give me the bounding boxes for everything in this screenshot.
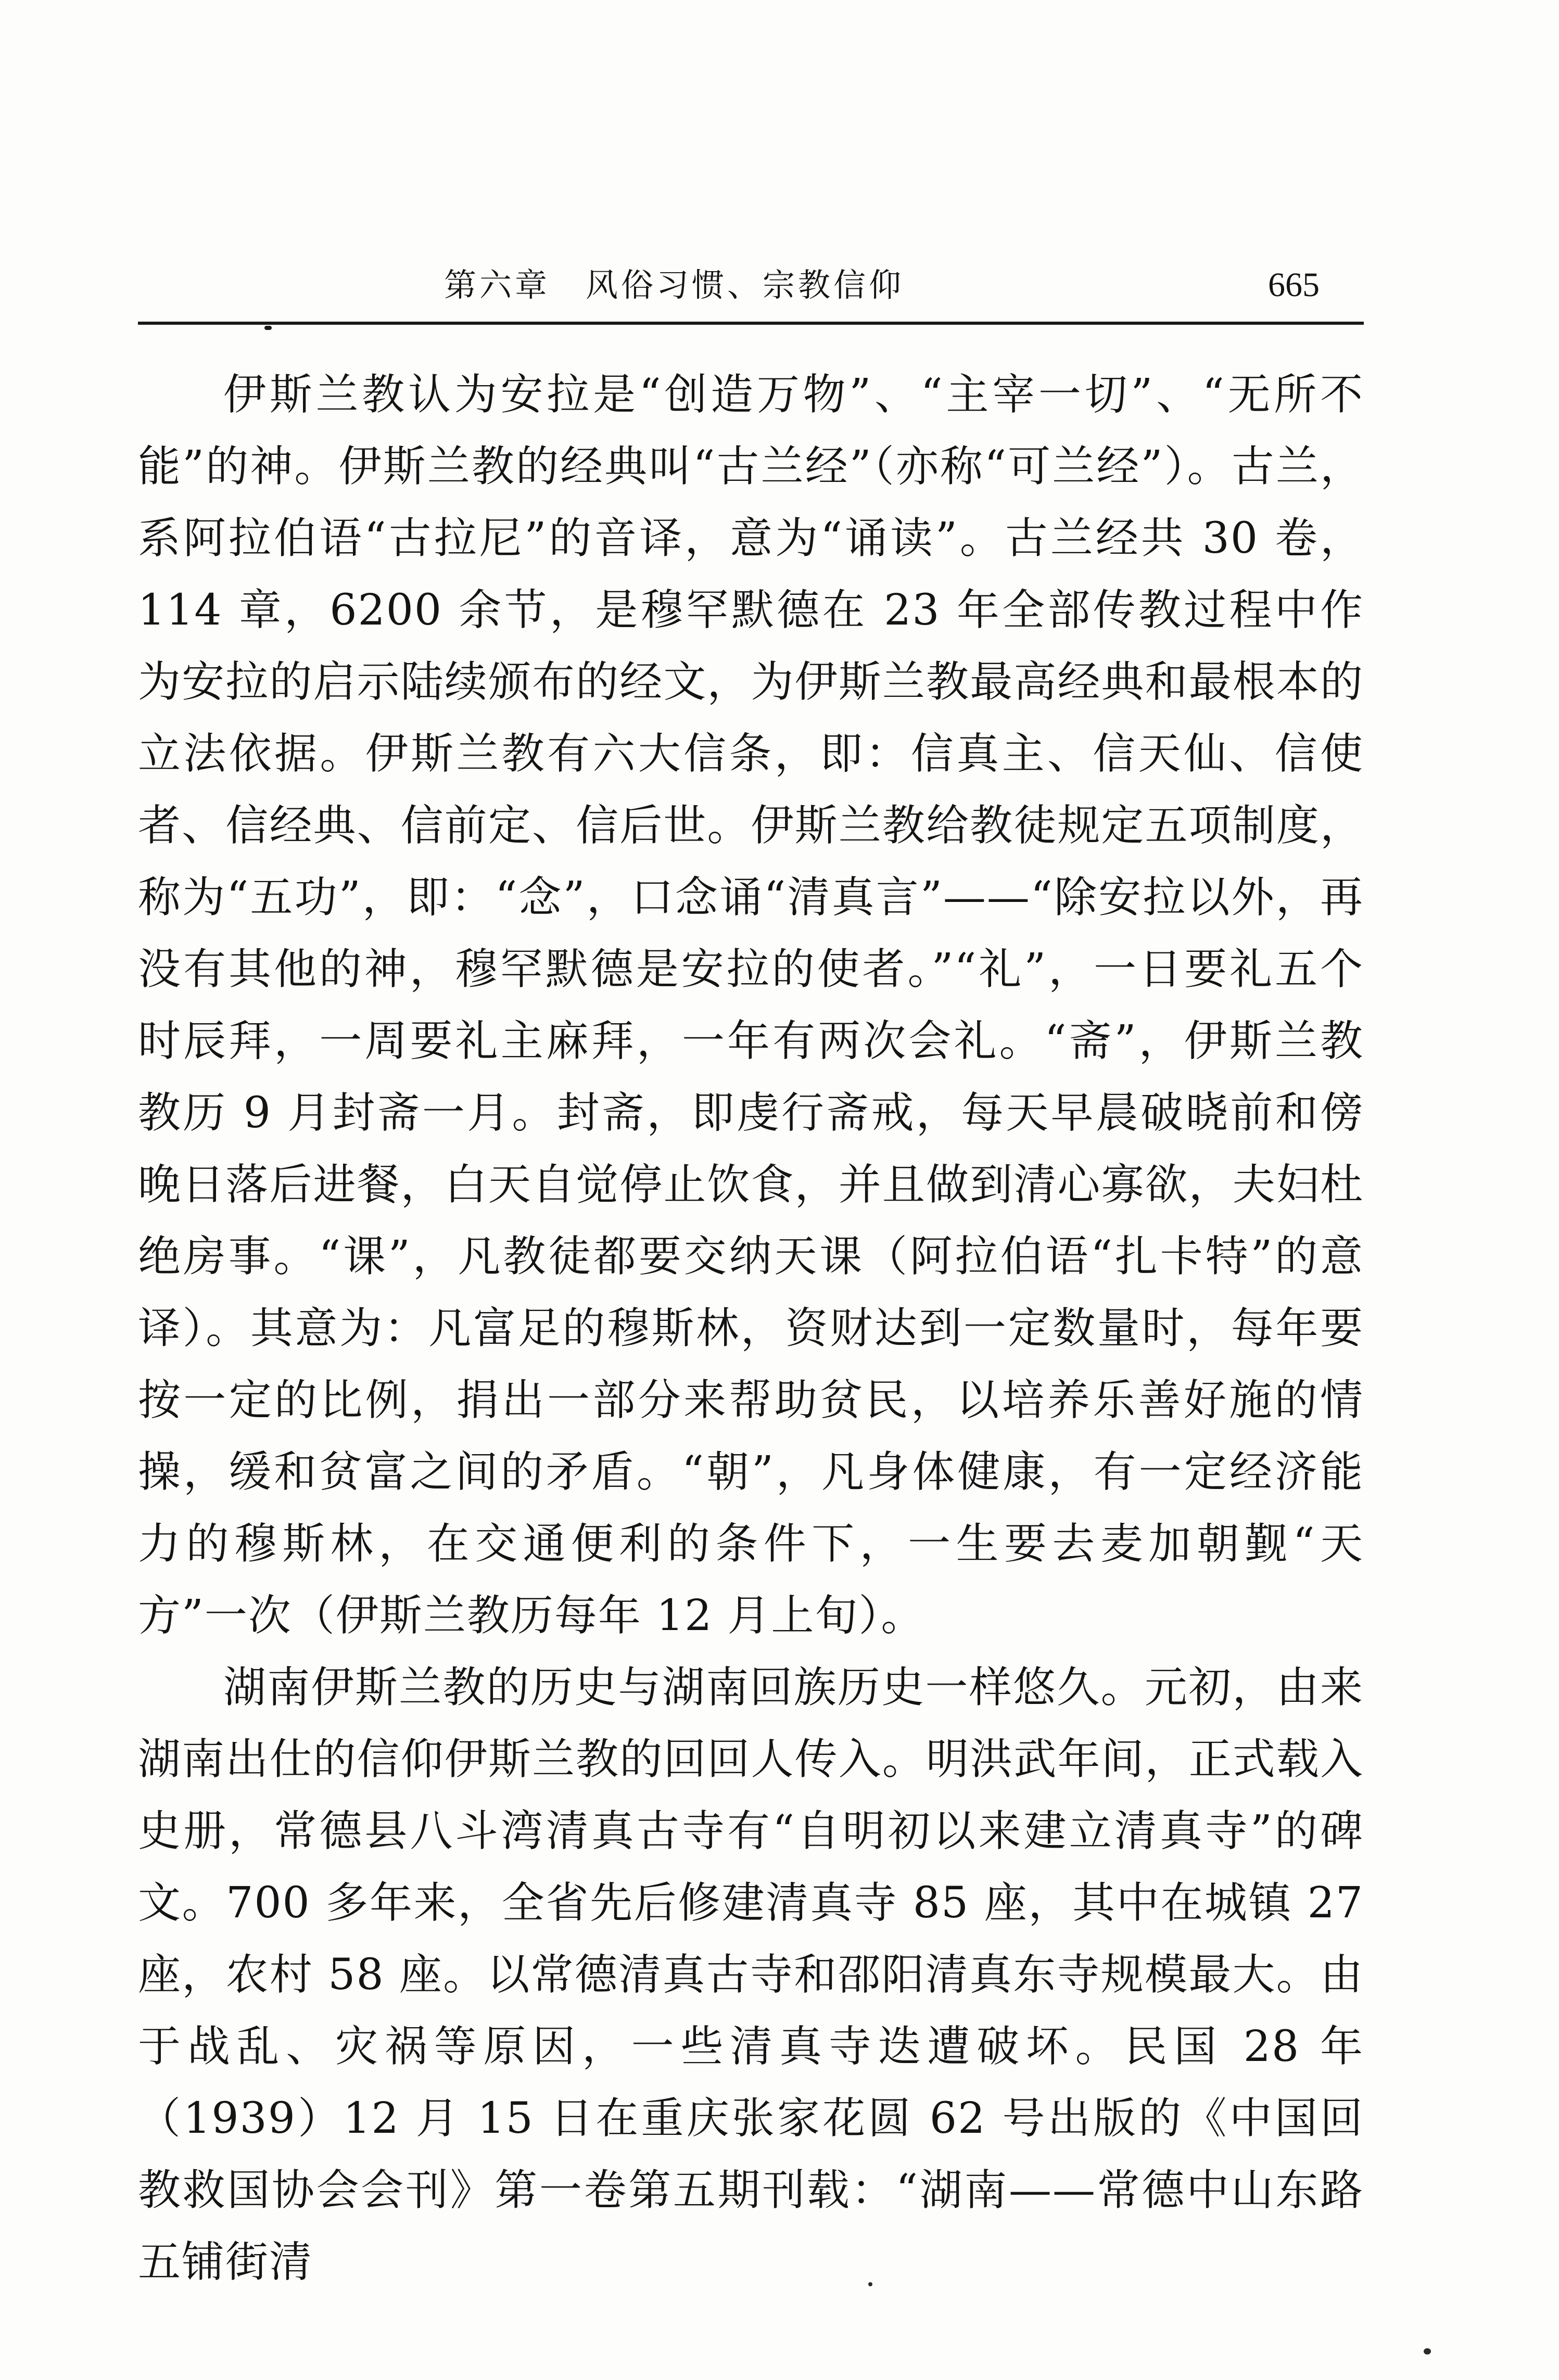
header-divider <box>138 322 1364 325</box>
page-number: 665 <box>1268 266 1320 304</box>
chapter-title: 第六章 风俗习惯、宗教信仰 <box>443 266 904 304</box>
print-speck <box>1424 2348 1431 2354</box>
body-text <box>138 359 1364 2298</box>
paragraph: 湖南伊斯兰教的历史与湖南回族历史一样悠久。元初，由来湖南出仕的信仰伊斯兰教的回回人传入。明洪武年间，正式载入史册，常德县八斗湾清真古寺有“自明初以来建立清真寺”的碑文。700 多年来，全省先后修建清真寺 85 座，其中在城镇 27 座，农村 58 座。以常德清真古寺和邵阳清真东寺规模最大。由于战乱、灾祸等原因，一些清真寺迭遭破坏。民国 28 年（1939）12 月 15 日在重庆张家花圆 62 号出版的《中国回教救国协会会刊》第一卷第五期刊载：“湖南——常德中山东路五铺街清 <box>138 1663 1364 2287</box>
divider-mark <box>264 326 272 330</box>
paragraph: 伊斯兰教认为安拉是“创造万物”、“主宰一切”、“无所不能”的神。伊斯兰教的经典叫“古兰经”（亦称“可兰经”）。古兰，系阿拉伯语“古拉尼”的音译，意为“诵读”。古兰经共 30 卷，114 章，6200 余节，是穆罕默德在 23 年全部传教过程中作为安拉的启示陆续颁布的经文，为伊斯兰教最高经典和最根本的立法依据。伊斯兰教有六大信条，即：信真主、信天仙、信使者、信经典、信前定、信后世。伊斯兰教给教徒规定五项制度，称为“五功”，即：“念”，口念诵“清真言”——“除安拉以外，再没有其他的神，穆罕默德是安拉的使者。”“礼”，一日要礼五个时辰拜，一周要礼主麻拜，一年有两次会礼。“斋”，伊斯兰教教历 9 月封斋一月。封斋，即虔行斋戒，每天早晨破晓前和傍晚日落后进餐，白天自觉停止饮食，并且做到清心寡欲，夫妇杜绝房事。“课”，凡教徒都要交纳天课（阿拉伯语“扎卡特”的意译）。其意为：凡富足的穆斯林，资财达到一定数量时，每年要按一定的比例，捐出一部分来帮助贫民，以培养乐善好施的情操，缓和贫富之间的矛盾。“朝”，凡身体健康，有一定经济能力的穆斯林，在交通便利的条件下，一生要去麦加朝觐“天方”一次（伊斯兰教历每年 12 月上旬）。 <box>138 370 1364 1640</box>
running-header <box>138 259 1366 322</box>
print-speck <box>868 2282 872 2286</box>
